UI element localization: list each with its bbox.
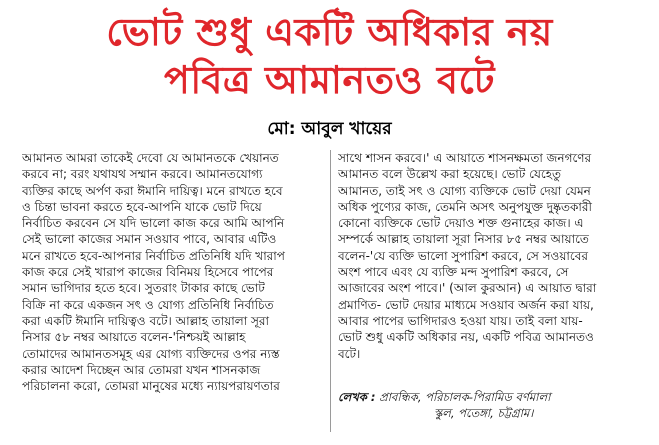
left-column-line: ব্যক্তির কাছে অর্পণ করা ঈমানি দায়িত্ব। মনে রাখতে হবে — [22, 183, 283, 198]
byline: মো: আবুল খায়ের — [267, 119, 392, 139]
right-column-line: কোনো ব্যক্তিকে ভোট দেয়াও শক্ত গুনাহের কাজ। এ — [338, 216, 584, 231]
left-column-line: করার আদেশ দিচ্ছেন আর তোমরা যখন শাসনকাজ — [22, 362, 261, 377]
right-column-line: ভোট শুধু একটি অধিকার নয়, একটি পবিত্র আমানতও — [338, 330, 594, 345]
right-column-line: আজাবের অংশ পাবে।' (আল কুরআন) এ আয়াত দ্বারা — [338, 281, 597, 296]
left-column-line: কাজ করে সেই খারাপ কাজের বিনিময় হিসেবে পাপের — [22, 265, 274, 280]
column-divider — [330, 150, 331, 432]
left-column-line: নিসার ৫৮ নম্বর আয়াতে বলেন-'নিশ্চয়ই আল্লাহ — [22, 330, 246, 345]
author-note-line-1 — [338, 389, 640, 405]
left-column-line: তোমাদের আমানতসমূহ এর যোগ্য ব্যক্তিদের ওপর ন্যস্ত — [22, 346, 280, 361]
right-column-line: আমানত, তাই সৎ ও যোগ্য ব্যক্তিকে ভোট দেয়া যেমন — [338, 183, 591, 198]
author-note-line-2 — [338, 405, 640, 421]
right-column-line: বলেন-'যে ব্যক্তি ভালো সুপারিশ করবে, সে সওয়াবের — [338, 248, 589, 263]
headline-line-2: পবিত্র আমানতও বটে — [164, 58, 495, 102]
author-note — [338, 389, 640, 422]
right-column-line: বটে। — [338, 346, 361, 361]
article-column-right — [338, 150, 638, 362]
article-column-left — [22, 150, 322, 394]
right-column-line: সম্পর্কে আল্লাহ তায়ালা সূরা নিসার ৮৫ নম্বর আয়াতে — [338, 232, 589, 247]
left-column-line: পরিচালনা করো, তোমরা মানুষের মধ্যে ন্যায়পরায়ণতার — [22, 379, 280, 394]
headline-line-1: ভোট শুধু একটি অধিকার নয় — [106, 10, 553, 54]
author-note-text-1: প্রাবন্ধিক, পরিচালক-পিরামিড বর্ণমালা — [379, 390, 551, 404]
left-column-line: সমান ভাগিদার হতে হবে। সুতরাং টাকার কাছে ভোট — [22, 281, 265, 296]
left-column-line: বিক্রি না করে একজন সৎ ও যোগ্য প্রতিনিধি নির্বাচিত — [22, 297, 274, 312]
right-column-line: অংশ পাবে এবং যে ব্যক্তি মন্দ সুপারিশ করবে, সে — [338, 265, 569, 280]
right-column-line: সাথে শাসন করবে।' এ আয়াতে শাসনক্ষমতা জনগণের — [338, 151, 592, 165]
left-column-line: আমানত আমরা তাকেই দেবো যে আমানতকে খেয়ানত — [22, 151, 279, 165]
left-column-line: নির্বাচিত করবেন সে যদি ভালো কাজ করে আমি আপনি — [22, 216, 285, 231]
right-column-line: আবার পাপের ভাগিদারও হওয়া যায়। তাই বলা যায়- — [338, 313, 583, 328]
left-column-line: সেই ভালো কাজের সমান সওয়াব পাবে, আবার এটিও — [22, 232, 277, 247]
right-column-line: অধিক পুণ্যের কাজ, তেমনি অসৎ অনুপযুক্ত দুষ্কৃতকারী — [338, 199, 592, 214]
left-column-line: করা একটি ঈমানি দায়িত্বও বটে। আল্লাহ তায়ালা সূরা — [22, 313, 270, 328]
author-note-text-2: স্কুল, পতেঙ্গা, চট্টগ্রাম। — [434, 406, 534, 421]
left-column-line: করবে না; বরং যথাযথ সম্মান করবে। আমানতযোগ্য — [22, 167, 263, 182]
author-note-label: লেখক : — [338, 390, 376, 404]
left-column-line: ও চিন্তা ভাবনা করতে হবে-আপনি যাকে ভোট দিয়ে — [22, 199, 262, 214]
right-column-line: প্রমাণিত- ভোট দেয়ার মাধ্যমে সওয়াব অর্জন করা যায়, — [338, 297, 594, 312]
left-column-line: মনে রাখতে হবে-আপনার নির্বাচিত প্রতিনিধি যদি খারাপ — [22, 248, 285, 263]
right-column-line: আমানত বলে উল্লেখ করা হয়েছে। ভোট যেহেতু — [338, 167, 562, 182]
